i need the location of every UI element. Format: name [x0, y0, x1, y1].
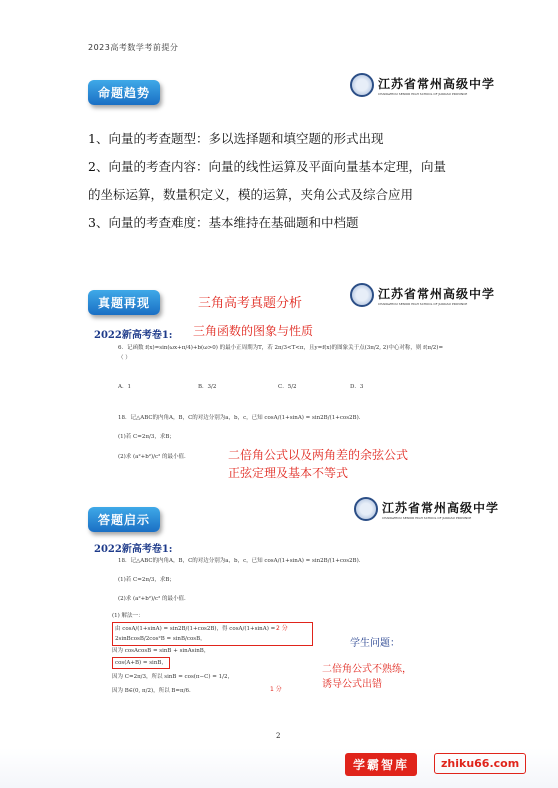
- school-seal-icon: [350, 73, 374, 97]
- brand-url: zhiku66.com: [434, 753, 526, 774]
- badge-real-exam: 真题再现: [88, 290, 160, 315]
- student-issue-1: 二倍角公式不熟练，: [322, 664, 412, 675]
- header-title: 2023高考数学考前提分: [88, 43, 179, 52]
- school-logo: [350, 73, 495, 97]
- trend-item-2: 2、向量的考查内容：向量的线性运算及平面向量基本定理，向量的坐标运算，数量积定义，模的运算，夹角公式及综合应用: [88, 159, 446, 202]
- answer-part-1: (1)若 C=2π/3，求B；: [118, 577, 175, 583]
- solution-step-2: 因为 cosAcosB = sinB + sinAsinB，: [112, 648, 210, 654]
- score-2: 1 分: [270, 686, 282, 693]
- solution-heading: (1) 解法一：: [112, 613, 144, 619]
- solution-step-5: 因为 B∈(0, π/2)，所以 B=π/6.: [112, 688, 191, 694]
- page-number: 2: [276, 732, 281, 740]
- school-name-en: CHANGZHOU SENIOR HIGH SCHOOL OF JIANGSU PROVINCE: [378, 301, 468, 306]
- q18-part-1: (1)若 C=2π/3，求B；: [118, 434, 175, 440]
- section2-title: 三角高考真题分析: [198, 296, 303, 311]
- q6-option-b: B．3/2: [198, 384, 217, 390]
- question-18: 18．记△ABC的内角A，B，C的对边分别为a，b，c，已知 cosA/(1+sinA) = sin2B/(1+cos2B).: [118, 415, 361, 421]
- school-logo-3: [354, 497, 499, 521]
- school-name-en: CHANGZHOU SENIOR HIGH SCHOOL OF JIANGSU PROVINCE: [378, 91, 468, 96]
- school-name: 江苏省常州高级中学: [378, 286, 496, 301]
- trend-list: [88, 125, 448, 237]
- q6-option-d: D．3: [350, 384, 364, 390]
- school-logo-2: [350, 283, 495, 307]
- school-name: 江苏省常州高级中学: [382, 500, 500, 515]
- brand-logo-text: 学霸智库: [345, 753, 417, 776]
- q6-option-a: A．1: [118, 384, 131, 390]
- trend-item-3: 3、向量的考查难度：基本维持在基础题和中档题: [88, 215, 359, 230]
- student-issue-2: 诱导公式出错: [322, 679, 382, 690]
- badge-trend: 命题趋势: [88, 80, 160, 105]
- solution-step-3: cos(A+B) = sinB，: [112, 657, 170, 669]
- solution-step-1: 由 cosA/(1+sinA) = sin2B/(1+cos2B)，得 cosA/(1+sinA) = 2sinBcosB/2cos²B = sinB/cosB，: [112, 622, 313, 646]
- answer-question: 18．记△ABC的内角A，B，C的对边分别为a，b，c，已知 cosA/(1+sinA) = sin2B/(1+cos2B).: [118, 558, 361, 564]
- exam-label: 2022新高考卷1:: [94, 330, 173, 341]
- topic-label-2b: 正弦定理及基本不等式: [228, 466, 349, 480]
- topic-label-1: 三角函数的图象与性质: [193, 324, 314, 338]
- score-1: 2 分: [276, 625, 288, 632]
- topic-label-2a: 二倍角公式以及两角差的余弦公式: [228, 448, 409, 462]
- school-name-en: CHANGZHOU SENIOR HIGH SCHOOL OF JIANGSU PROVINCE: [382, 515, 472, 520]
- school-seal-icon: [354, 497, 378, 521]
- student-issue-label: 学生问题：: [350, 638, 400, 649]
- trend-item-1: 1、向量的考查题型：多以选择题和填空题的形式出现: [88, 131, 384, 146]
- q18-part-2: (2)求 (a²+b²)/c² 的最小值.: [118, 454, 186, 460]
- solution-step-4: 因为 C=2π/3，所以 sinB = cos(π−C) = 1/2，: [112, 674, 233, 680]
- q6-option-c: C．5/2: [278, 384, 297, 390]
- school-name: 江苏省常州高级中学: [378, 76, 496, 91]
- question-6: 6．记函数 f(x)=sin(ωx+π/4)+b(ω>0) 的最小正周期为T，若 2π/3<T<π，且y=f(x)的图象关于点(3π/2, 2)中心对称，则 f(π/2)=（ ）: [118, 345, 444, 361]
- answer-part-2: (2)求 (a²+b²)/c² 的最小值.: [118, 596, 186, 602]
- exam-label-2: 2022新高考卷1:: [94, 544, 173, 555]
- badge-answer-hint: 答题启示: [88, 507, 160, 532]
- school-seal-icon: [350, 283, 374, 307]
